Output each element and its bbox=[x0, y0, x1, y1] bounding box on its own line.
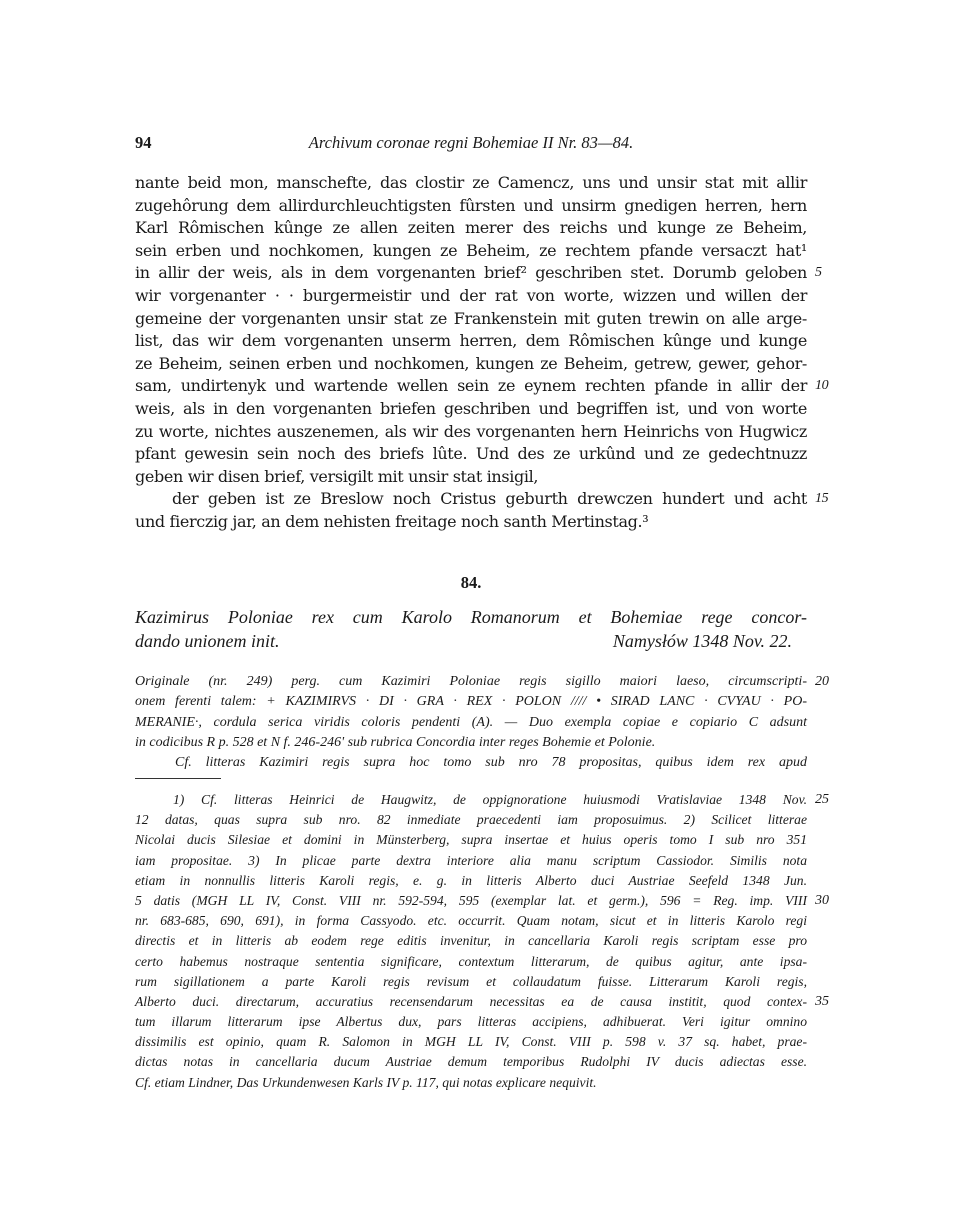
charter-line bbox=[135, 421, 807, 444]
footnote-line bbox=[135, 790, 829, 810]
charter-text: wir vorgenanter · · burgermeistir und der rat von worte, wizzen und willen der bbox=[135, 285, 807, 305]
source-line bbox=[135, 713, 807, 733]
source-line bbox=[135, 672, 829, 692]
line-number: 25 bbox=[815, 792, 829, 807]
footnote-line bbox=[135, 972, 807, 992]
charter-text: nante beid mon, manschefte, das clostir ze Camencz, uns und unsir stat mit allir bbox=[135, 173, 807, 192]
source-text: Cf. litteras Kazimiri regis supra hoc tomo sub nro 78 propositas, quibus idem rex apud bbox=[175, 755, 807, 771]
footnote-text: certo habemus nostraque sententia significare, contextum litterarum, de quibus agitur, ante ipsa- bbox=[135, 953, 807, 969]
line-number: 15 bbox=[815, 491, 829, 507]
regest-text: Kazimirus Poloniae rex cum Karolo Romanorum et Bohemiae rege concor- bbox=[135, 607, 807, 627]
footnote-line bbox=[135, 1052, 807, 1072]
footnote-text: 12 datas, quas supra sub nro. 82 inmediate praecedenti iam proposuimus. 2) Scilicet litterae bbox=[135, 812, 807, 828]
regest bbox=[135, 605, 807, 653]
source-line bbox=[135, 733, 807, 753]
footnote-text: tum illarum litterarum ipse Albertus dux, pars litteras accipiens, adhibuerat. Veri igitur omnino bbox=[135, 1014, 807, 1030]
footnotes bbox=[135, 790, 829, 1093]
footnote-line bbox=[135, 810, 807, 830]
charter-line bbox=[135, 308, 807, 331]
charter-text bbox=[135, 172, 829, 534]
footnote-text: 1) Cf. litteras Heinrici de Haugwitz, de oppignoratione huiusmodi Vratislaviae 1348 Nov. bbox=[173, 792, 807, 807]
charter-text: Karl Rômischen kûnge ze allen zeiten merer des reichs und kunge ze Beheim, bbox=[135, 218, 807, 238]
source-text: Originale (nr. 249) perg. cum Kazimiri Poloniae regis sigillo maiori laeso, circumscripti- bbox=[135, 674, 807, 689]
charter-line bbox=[135, 511, 807, 534]
charter-text: ze Beheim, seinen erben und nochkomen, kungen ze Beheim, getrew, gewer, gehor- bbox=[135, 353, 807, 373]
charter-text: pfant gewesin sein noch des briefs lûte. Und des ze urkûnd und ze gedechtnuzz bbox=[135, 444, 807, 464]
footnote-text: Nicolai ducis Silesiae et domini in Münsterberg, supra insertae et huius operis tomo I sub nro 351 bbox=[135, 832, 807, 848]
footnote-line bbox=[135, 871, 807, 891]
charter-line bbox=[135, 240, 807, 263]
charter-line bbox=[135, 172, 807, 195]
charter-line bbox=[135, 195, 807, 218]
charter-text: weis, als in den vorgenanten briefen geschriben und begriffen ist, und von worte bbox=[135, 398, 807, 418]
charter-line bbox=[135, 488, 829, 511]
charter-text: und fierczig jar, an dem nehisten freitage noch santh Mertinstag.³ bbox=[135, 511, 649, 531]
footnote-line bbox=[135, 952, 807, 972]
footnote-line bbox=[135, 931, 807, 951]
running-header bbox=[135, 133, 807, 155]
charter-line bbox=[135, 285, 807, 308]
footnote-text: nr. 683-685, 690, 691), in forma Cassyodo. etc. occurrit. Quam notam, sicut et in litteris Karolo regi bbox=[135, 913, 807, 929]
source-text: onem ferenti talem: + KAZIMIRVS · DI · GRA · REX · POLON //// • SIRAD LANC · CVYAU · PO- bbox=[135, 694, 807, 710]
charter-text: gemeine der vorgenanten unsir stat ze Frankenstein mit guten trewin on alle arge- bbox=[135, 308, 807, 328]
footnote-line bbox=[135, 851, 807, 871]
charter-text: sein erben und nochkomen, kungen ze Beheim, ze rechtem pfande versaczt hat¹ bbox=[135, 240, 807, 260]
line-number: 10 bbox=[815, 378, 829, 394]
footnote-text: 5 datis (MGH LL IV, Const. VIII nr. 592-594, 595 (exemplar lat. et germ.), 596 = Reg. imp. VIII bbox=[135, 892, 807, 908]
footnote-text: Cf. etiam Lindner, Das Urkundenwesen Karls IV p. 117, qui notas explicare nequivit. bbox=[135, 1074, 597, 1090]
footnote-text: etiam in nonnullis litteris Karoli regis, e. g. in litteris Alberto duci Austriae Seefeld 1348 Jun. bbox=[135, 872, 807, 888]
charter-text: der geben ist ze Breslow noch Cristus geburth drewczen hundert und acht bbox=[172, 489, 807, 509]
charter-line bbox=[135, 466, 807, 489]
footnote-line bbox=[135, 1012, 807, 1032]
footnote-line bbox=[135, 891, 829, 911]
source-line bbox=[135, 753, 807, 773]
footnote-text: dissimilis est opinio, quam R. Salomon in MGH LL IV, Const. VIII p. 598 v. 37 sq. habet, prae- bbox=[135, 1034, 807, 1050]
footnote-text: Alberto duci. directarum, accuratius recensendarum necessitas ea de causa institit, quod contex- bbox=[135, 993, 807, 1009]
charter-line bbox=[135, 330, 807, 353]
regest-line bbox=[135, 605, 807, 629]
footnote-line bbox=[135, 911, 807, 931]
footnote-line bbox=[135, 1032, 807, 1052]
charter-text: in allir der weis, als in dem vorgenanten brief² geschriben stet. Dorumb geloben bbox=[135, 263, 807, 283]
charter-line bbox=[135, 217, 807, 240]
document-number: 84. bbox=[460, 573, 482, 592]
footnote-text: dictas notas in cancellaria ducum Austriae demum temporibus Rudolphi IV ducis adiectas esse. bbox=[135, 1054, 807, 1070]
footnote-line bbox=[135, 830, 807, 850]
line-number: 5 bbox=[815, 265, 822, 281]
source-description bbox=[135, 672, 829, 773]
charter-line bbox=[135, 353, 807, 376]
charter-text: zu worte, nichtes auszenemen, als wir des vorgenanten hern Heinrichs von Hugwicz bbox=[135, 421, 807, 441]
charter-text: zugehôrung dem allirdurchleuchtigsten fûrsten und unsirm gnedigen herren, hern bbox=[135, 195, 807, 215]
place-date: Namysłów 1348 Nov. 22. bbox=[612, 631, 792, 651]
charter-text: sam, undirtenyk und wartende wellen sein ze eynem rechten pfande in allir der bbox=[135, 376, 807, 396]
footnote-line bbox=[135, 1073, 807, 1093]
footnote-line bbox=[135, 992, 829, 1012]
source-text: in codicibus R p. 528 et N f. 246-246' sub rubrica Concordia inter reges Bohemie et Polonie. bbox=[135, 734, 656, 750]
footnote-text: directis et in litteris ab eodem rege editis invenitur, in cancellaria Karoli regis scriptam esse pro bbox=[135, 933, 807, 949]
regest-text: dando unionem init. bbox=[135, 631, 280, 651]
charter-text: list, das wir dem vorgenanten unserm herren, dem Rômischen kûnge und kunge bbox=[135, 331, 807, 351]
line-number: 30 bbox=[815, 892, 829, 908]
charter-line bbox=[135, 443, 807, 466]
line-number: 35 bbox=[815, 993, 829, 1009]
charter-line bbox=[135, 262, 822, 285]
running-title: Archivum coronae regni Bohemiae II Nr. 83—84. bbox=[308, 133, 634, 152]
regest-line bbox=[135, 629, 807, 653]
footnote-text: iam propositae. 3) In plicae parte dextra interiore alia manu scriptum Cassiodor. Similis nota bbox=[135, 852, 807, 868]
footnote-text: rum sigillationem a parte Karoli regis revisum et collaudatum fuisse. Litterarum Karoli regis, bbox=[135, 973, 807, 989]
charter-text: geben wir disen brief, versigilt mit unsir stat insigil, bbox=[135, 466, 539, 486]
line-number: 20 bbox=[815, 674, 829, 689]
footnote-rule bbox=[135, 778, 221, 779]
charter-line bbox=[135, 398, 807, 421]
source-line bbox=[135, 692, 807, 712]
page-number: 94 bbox=[135, 133, 152, 152]
source-text: MERANIE·, cordula serica viridis coloris pendenti (A). — Duo exempla copiae e copiario C adsunt bbox=[135, 714, 807, 730]
charter-line bbox=[135, 375, 829, 398]
